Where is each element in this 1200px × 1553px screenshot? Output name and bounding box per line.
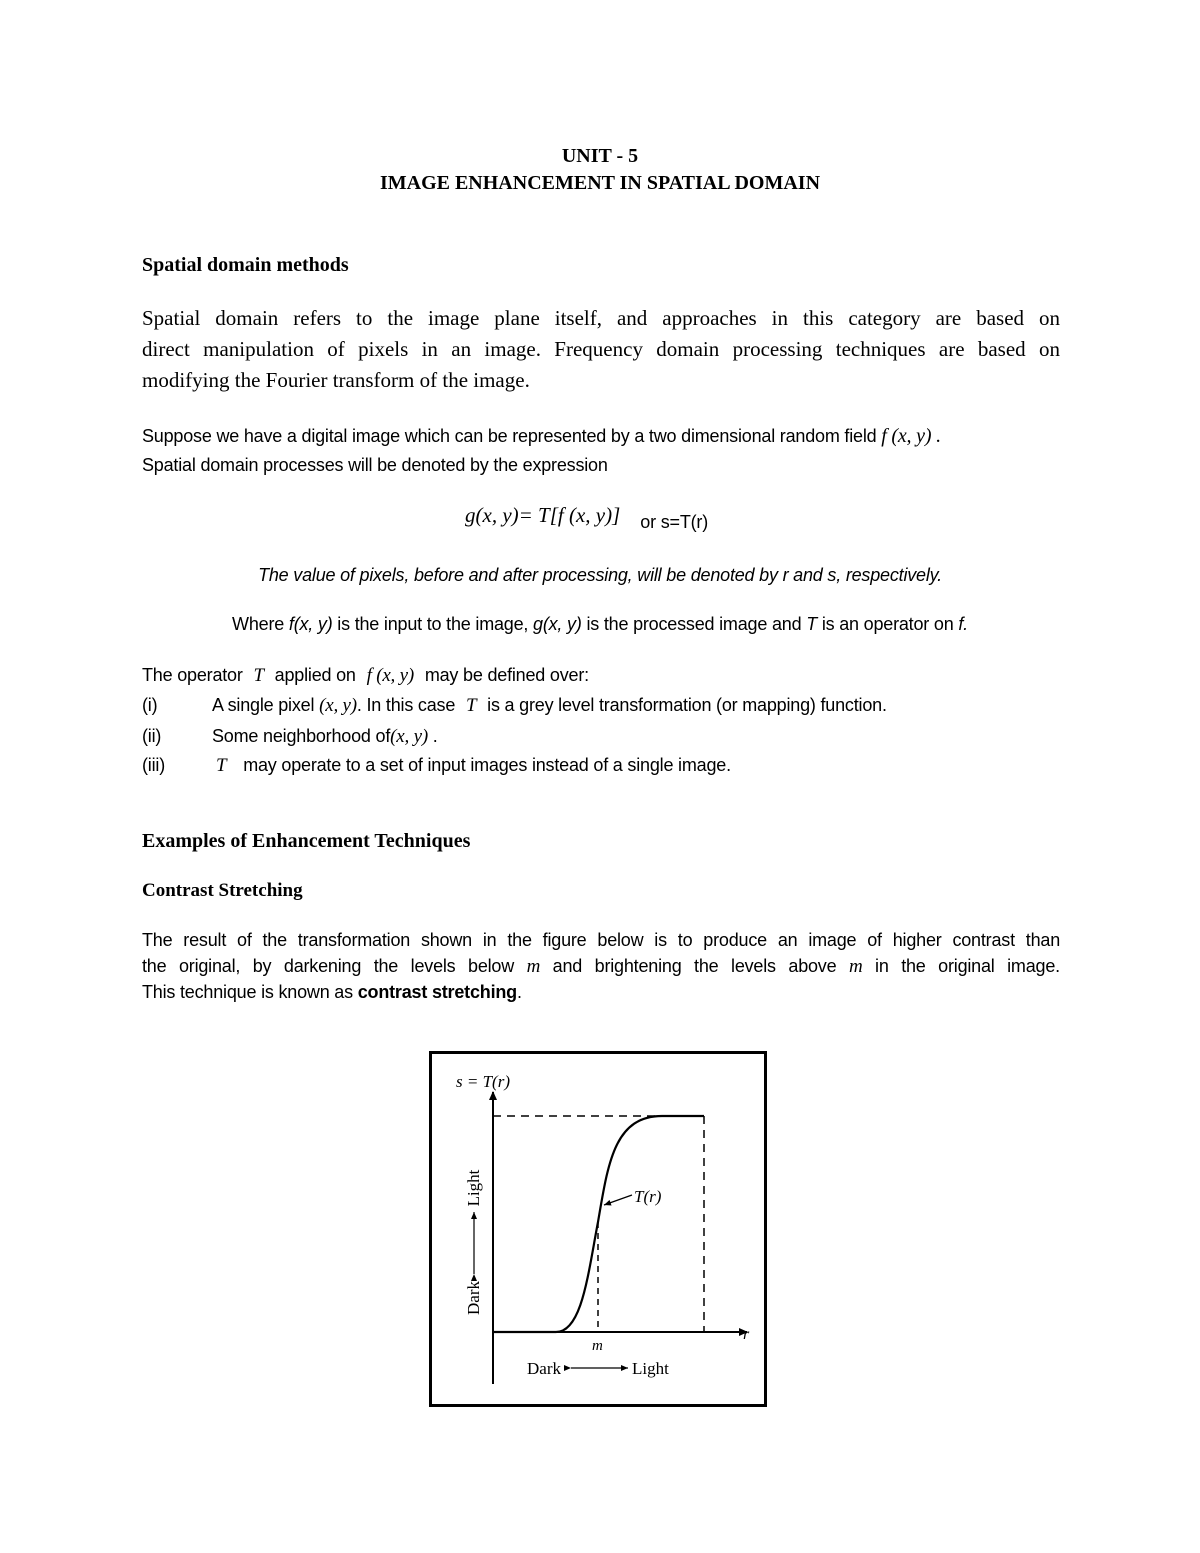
unit-heading: UNIT - 5 [561,145,639,167]
contrast-line-1: The result of the transformation shown in the figure below is to produce an image of higher contrast than [142,930,1060,950]
suppose-line [142,425,941,448]
curve-label-pointer [604,1195,632,1205]
line-text: the original, by darkening the levels below [142,956,515,976]
line-text: This technique is known as [142,982,353,1002]
x-light-label: Light [632,1359,669,1378]
equation-main: g(x, y)= T[f (x, y)] [465,503,621,527]
contrast-line-3 [142,982,522,1003]
list-math: T [465,695,477,716]
operator-text: applied on [274,665,356,685]
where-text: Where [232,614,285,634]
output-fn: g(x, y) [533,614,582,634]
curve-label: T(r) [634,1187,662,1206]
list-text: is a grey level transformation (or mapping) function. [487,695,887,715]
italic-note: The value of pixels, before and after processing, will be denoted by r and s, respectively. [258,565,942,585]
list-text: may operate to a set of input images instead of a single image. [243,755,731,775]
operator-text: may be defined over: [424,665,589,685]
where-text: is an operator on [821,614,954,634]
y-dark-label: Dark [464,1281,483,1315]
operator-symbol: T [806,614,817,634]
list-item [212,726,438,748]
equation [465,503,708,532]
subheading-contrast: Contrast Stretching [142,880,303,901]
line-text: in the original image. [875,956,1060,976]
where-text: is the processed image and [586,614,802,634]
list-number: (iii) [142,755,165,775]
list-text: . [432,726,438,746]
level-symbol: m [848,956,863,977]
list-math: T [216,755,227,776]
function-symbol: f. [958,614,968,634]
x-dark-label: Dark [527,1359,561,1378]
contrast-line-2 [142,956,1060,978]
input-fn: f(x, y) [288,614,333,634]
spatial-domain-paragraph [142,303,1060,396]
list-text: A single pixel [212,695,315,715]
transformation-graph [432,1054,764,1404]
paragraph-line: direct manipulation of pixels in an image. Frequency domain processing techniques are based on [142,337,1060,361]
list-text: . In this case [356,695,456,715]
suppose-text: Suppose we have a digital image which can be represented by a two dimensional random field [142,426,877,446]
list-item [216,755,731,777]
spatial-process-line: Spatial domain processes will be denoted by the expression [142,455,608,475]
y-axis-title: s = T(r) [456,1072,510,1091]
x-axis-var: r [743,1326,750,1343]
list-math: (x, y) [390,726,428,747]
list-number: (ii) [142,726,162,746]
paragraph-line: Spatial domain refers to the image plane itself, and approaches in this category are based on [142,306,1060,330]
paragraph-line: modifying the Fourier transform of the image. [142,368,530,392]
field-expression: f (x, y) . [881,425,941,447]
m-label: m [592,1338,603,1354]
contrast-stretching-figure [429,1051,767,1407]
y-light-label: Light [464,1169,483,1207]
list-item [212,695,887,717]
list-number: (i) [142,695,158,715]
operator-symbol: T [253,665,264,686]
operator-line [142,665,589,687]
line-text: . [516,982,522,1002]
list-math: (x, y) [319,695,357,716]
bold-term: contrast stretching [357,982,517,1002]
y-axis-caption [464,1169,483,1315]
where-line [0,614,1200,635]
section-heading-spatial: Spatial domain methods [142,254,349,276]
operator-text: The operator [142,665,243,685]
list-text: Some neighborhood of [212,726,391,746]
section-heading-examples: Examples of Enhancement Techniques [142,830,471,852]
where-text: is the input to the image, [337,614,529,634]
equation-alt: or s=T(r) [640,512,708,532]
line-text: and brightening the levels above [552,956,837,976]
operator-domain: f (x, y) [366,665,415,686]
level-symbol: m [526,956,541,977]
document-title: IMAGE ENHANCEMENT IN SPATIAL DOMAIN [379,172,821,194]
